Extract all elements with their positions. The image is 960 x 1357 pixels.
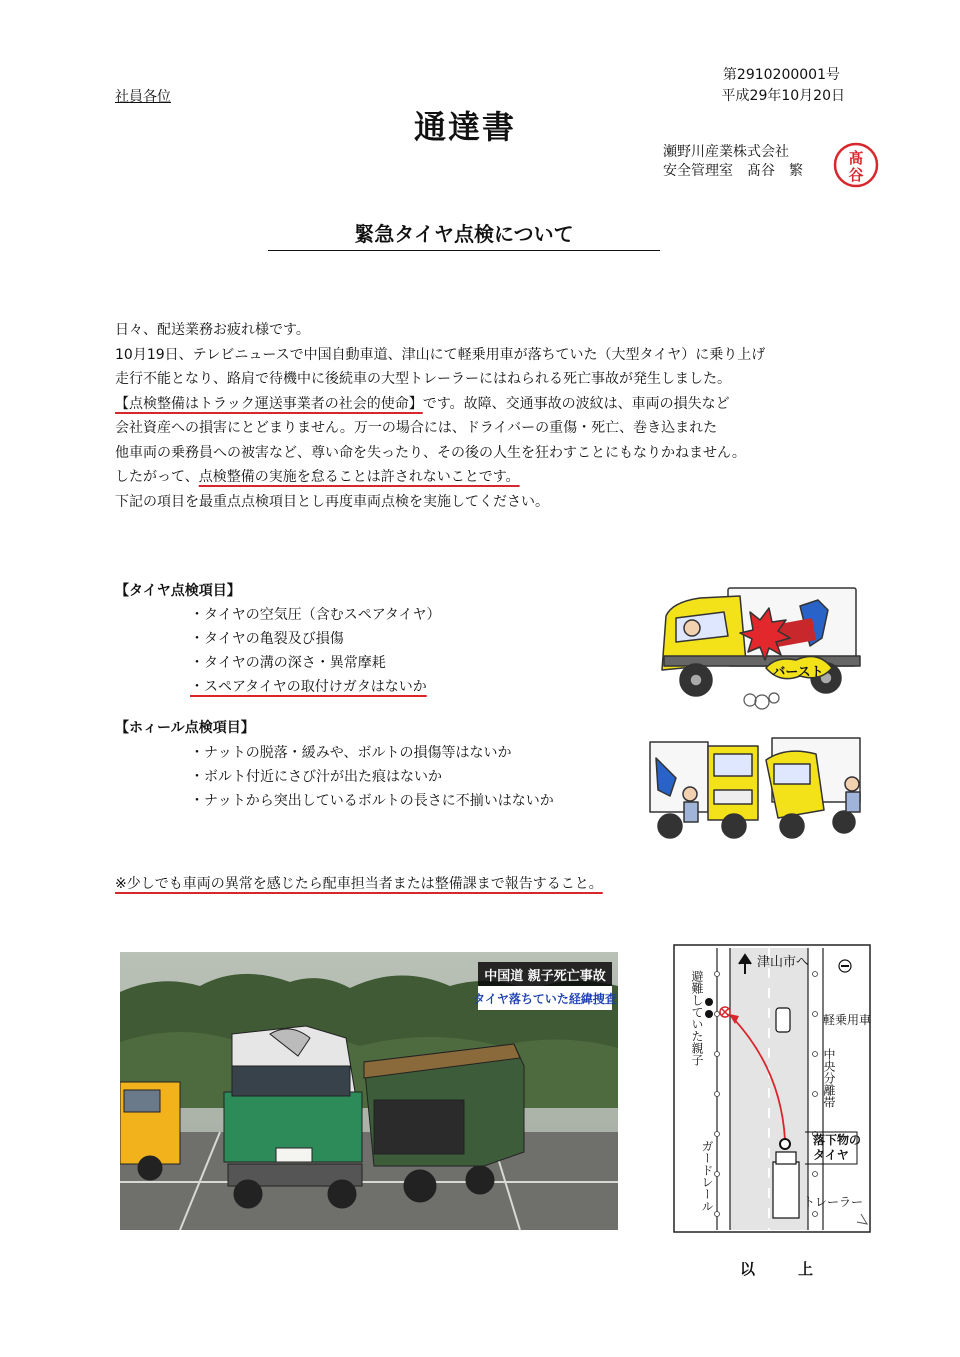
subject-heading: 緊急タイヤ点検について bbox=[354, 222, 574, 246]
wheel-check-heading: 【ホィール点検項目】 bbox=[115, 720, 255, 736]
document-date: 平成29年10月20日 bbox=[721, 88, 845, 104]
page-title: 通達書 bbox=[413, 108, 516, 146]
body-line: 日々、配送業務お疲れ様です。 bbox=[115, 322, 310, 338]
map-guardrail-label: ガードレール bbox=[700, 1140, 714, 1212]
truck-burst-illustration bbox=[650, 576, 865, 716]
svg-text:髙: 髙 bbox=[848, 149, 864, 167]
list-item: ・スペアタイヤの取付けガタはないか bbox=[190, 679, 427, 695]
photo-caption-bottom: タイヤ落ちていた経緯捜査 bbox=[473, 992, 617, 1006]
subject-underline bbox=[268, 250, 660, 251]
seal-stamp bbox=[833, 142, 879, 188]
report-notice: ※少しでも車両の異常を感じたら配車担当者または整備課まで報告すること。 bbox=[115, 876, 603, 892]
tire-check-heading: 【タイヤ点検項目】 bbox=[115, 583, 241, 599]
list-item: ・ナットから突出しているボルトの長さに不揃いはないか bbox=[190, 793, 554, 809]
accident-map bbox=[673, 944, 871, 1233]
company-name: 瀬野川産業株式会社 bbox=[663, 144, 789, 160]
document-number: 第2910200001号 bbox=[722, 67, 840, 83]
body-line: 他車両の乗務員への被害など、尊い命を失ったり、その後の人生を狂わすことにもなりかねません。 bbox=[115, 444, 746, 461]
issuer-block bbox=[663, 143, 803, 181]
list-item: ・タイヤの空気圧（含むスペアタイヤ） bbox=[190, 607, 441, 623]
list-item: ・タイヤの溝の深さ・異常摩耗 bbox=[190, 655, 386, 671]
wheel-check-list bbox=[190, 741, 554, 813]
burst-label: バースト bbox=[772, 665, 824, 680]
photo-caption-top: 中国道 親子死亡事故 bbox=[484, 969, 606, 984]
list-item: ・ボルト付近にさび汁が出た痕はないか bbox=[190, 769, 442, 785]
body-line: 会社資産への損害にとどまりません。万一の場合には、ドライバーの重傷・死亡、巻き込まれた bbox=[115, 420, 718, 436]
accident-news-photo bbox=[120, 952, 618, 1230]
body-line: したがって、点検整備の実施を怠ることは許されないことです。 bbox=[115, 469, 520, 485]
list-item: ・ナットの脱落・緩みや、ボルトの損傷等はないか bbox=[190, 745, 512, 761]
map-parent-child-label: 避難していた親子 bbox=[690, 970, 704, 1066]
body-line: 下記の項目を最重点点検項目とし再度車両点検を実施してください。 bbox=[115, 493, 549, 510]
recipient: 社員各位 bbox=[115, 89, 171, 105]
map-direction-label: 津山市へ bbox=[757, 955, 810, 970]
body-line: 10月19日、テレビニュースで中国自動車道、津山にて軽乗用車が落ちていた（大型タイヤ）に乗り上げ bbox=[115, 346, 766, 363]
emphasis-not-permitted: 点検整備の実施を怠ることは許されないことです。 bbox=[198, 469, 520, 485]
closing-mark: 以 上 bbox=[740, 1260, 828, 1278]
emphasis-social-mission: 【点検整備はトラック運送事業者の社会的使命】 bbox=[115, 395, 423, 412]
svg-text:谷: 谷 bbox=[848, 166, 864, 184]
body-line: 【点検整備はトラック運送事業者の社会的使命】です。故障、交通事故の波紋は、車両の損失など bbox=[115, 395, 730, 412]
map-trailer-label: トレーラー bbox=[803, 1195, 864, 1209]
department-person: 安全管理室 髙谷 繁 bbox=[663, 163, 803, 179]
body-text bbox=[115, 318, 875, 514]
body-line: 走行不能となり、路肩で待機中に後続車の大型トレーラーにはねられる死亡事故が発生しました。 bbox=[115, 371, 731, 387]
list-item: ・タイヤの亀裂及び損傷 bbox=[190, 631, 344, 647]
map-median-label: 中央分離帯 bbox=[822, 1048, 836, 1108]
tire-inspection-illustration bbox=[648, 734, 863, 844]
map-debris-label-1: 落下物の bbox=[813, 1133, 862, 1147]
map-debris-label-2: タイヤ bbox=[813, 1148, 849, 1162]
map-light-car-label: 軽乗用車 bbox=[823, 1013, 871, 1027]
tire-check-list bbox=[190, 603, 440, 699]
